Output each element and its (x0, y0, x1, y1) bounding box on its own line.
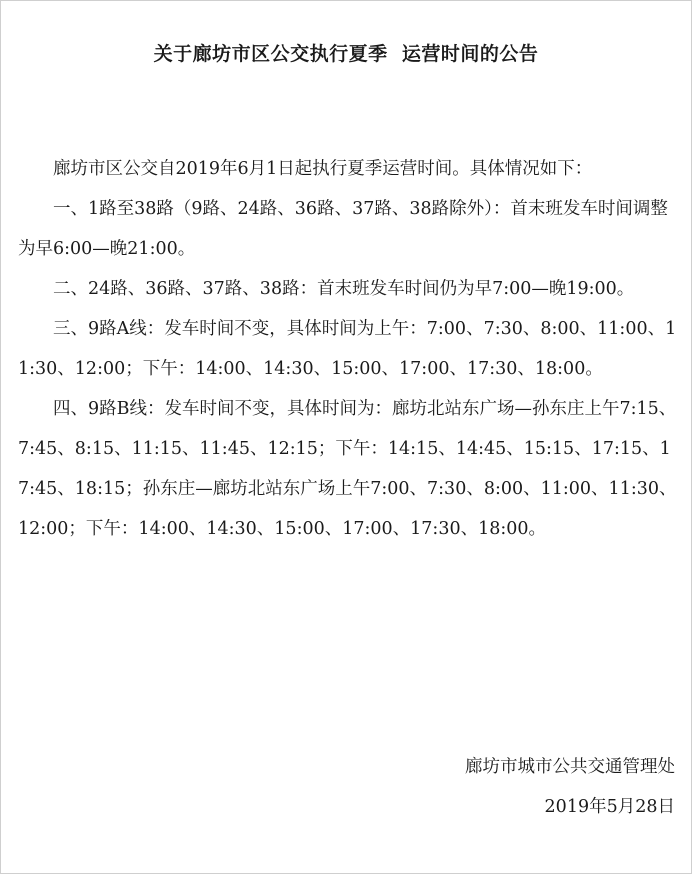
notice-body (18, 149, 678, 549)
notice-title: 关于廊坊市区公交执行夏季 运营时间的公告 (153, 43, 539, 65)
paragraph-item-4: 四、9路B线：发车时间不变，具体时间为：廊坊北站东广场—孙东庄上午7:15、7:45、8:15、11:15、11:45、12:15；下午：14:15、14:45、15:15、17:15、17:45、18:15；孙东庄—廊坊北站东广场上午7:00、7:30、8:00、11:00、11:30、12:00；下午：14:00、14:30、15:00、17:00、17:30、18:00。 (18, 399, 677, 539)
paragraph-intro: 廊坊市区公交自2019年6月1日起执行夏季运营时间。具体情况如下： (53, 159, 593, 179)
paragraph-item-3: 三、9路A线：发车时间不变，具体时间为上午：7:00、7:30、8:00、11:00、11:30、12:00；下午：14:00、14:30、15:00、17:00、17:30、18:00。 (18, 319, 677, 379)
paragraph-item-1: 一、1路至38路（9路、24路、36路、37路、38路除外）：首末班发车时间调整为早6:00—晚21:00。 (18, 199, 668, 259)
signature-organization: 廊坊市城市公共交通管理处 (465, 757, 675, 777)
signature-date: 2019年5月28日 (544, 797, 675, 817)
paragraph-item-2: 二、24路、36路、37路、38路：首末班发车时间仍为早7:00—晚19:00。 (53, 279, 635, 299)
